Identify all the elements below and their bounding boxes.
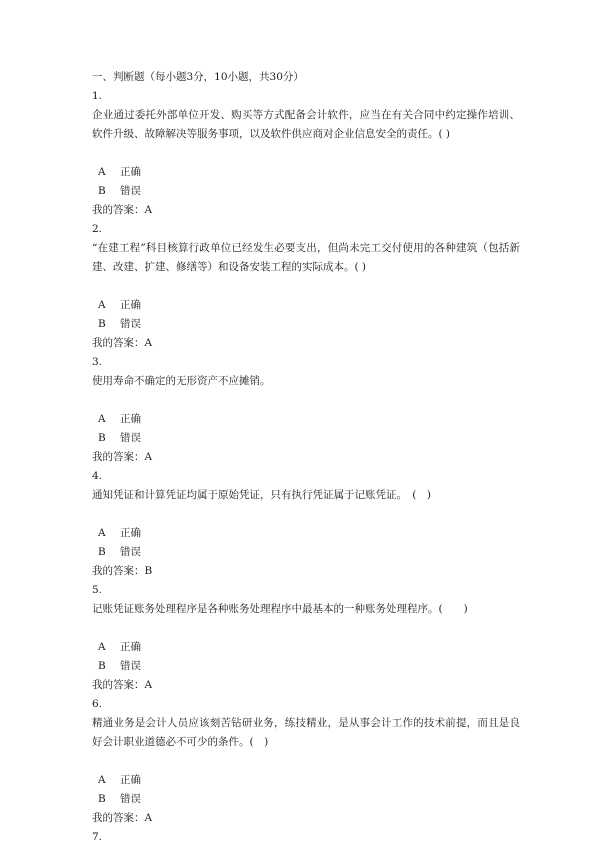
question-text: 精通业务是会计人员应该刻苦钻研业务，练技精业，是从事会计工作的技术前提，而且是良好会计职业道德必不可少的条件。( ) xyxy=(92,717,520,748)
option-b xyxy=(92,790,520,809)
option-b xyxy=(92,429,520,448)
option-label: 正确 xyxy=(120,299,141,311)
option-label: 错误 xyxy=(120,660,141,672)
option-key: A xyxy=(98,527,106,539)
option-key: B xyxy=(98,185,106,197)
question-4 xyxy=(92,467,520,581)
option-b xyxy=(92,182,520,201)
option-label: 错误 xyxy=(120,185,141,197)
question-text: 使用寿命不确定的无形资产不应摊销。 xyxy=(92,375,271,387)
question-2 xyxy=(92,220,520,353)
question-number: 2. xyxy=(92,223,103,235)
option-key: A xyxy=(98,774,106,786)
question-number: 5. xyxy=(92,584,103,596)
answer-value: B xyxy=(144,565,153,577)
option-a xyxy=(92,524,520,543)
question-6 xyxy=(92,695,520,828)
option-a xyxy=(92,638,520,657)
option-label: 正确 xyxy=(120,413,141,425)
option-label: 正确 xyxy=(120,774,141,786)
section-title: 一、判断题（每小题3分，10小题，共30分） xyxy=(92,71,304,83)
option-a xyxy=(92,296,520,315)
question-5 xyxy=(92,581,520,695)
question-1 xyxy=(92,87,520,220)
option-key: B xyxy=(98,793,106,805)
question-text: 记账凭证账务处理程序是各种账务处理程序中最基本的一种账务处理程序。( ) xyxy=(92,603,468,615)
option-label: 错误 xyxy=(120,546,141,558)
answer-value: A xyxy=(144,812,153,824)
option-b xyxy=(92,657,520,676)
my-answer xyxy=(92,676,520,695)
answer-label: 我的答案： xyxy=(92,337,145,349)
option-key: A xyxy=(98,641,106,653)
option-a xyxy=(92,410,520,429)
option-key: A xyxy=(98,299,106,311)
option-label: 错误 xyxy=(120,793,141,805)
answer-label: 我的答案： xyxy=(92,451,145,463)
answer-value: A xyxy=(144,204,153,216)
option-b xyxy=(92,315,520,334)
option-label: 错误 xyxy=(120,318,141,330)
option-label: 错误 xyxy=(120,432,141,444)
spacer xyxy=(92,752,520,771)
answer-label: 我的答案： xyxy=(92,812,145,824)
answer-value: A xyxy=(144,337,153,349)
my-answer xyxy=(92,809,520,828)
option-label: 正确 xyxy=(120,641,141,653)
spacer xyxy=(92,619,520,638)
option-label: 正确 xyxy=(120,166,141,178)
question-3 xyxy=(92,353,520,467)
question-number: 3. xyxy=(92,356,103,368)
option-a xyxy=(92,771,520,790)
option-key: B xyxy=(98,318,106,330)
my-answer xyxy=(92,334,520,353)
option-key: A xyxy=(98,413,106,425)
my-answer xyxy=(92,562,520,581)
option-key: A xyxy=(98,166,106,178)
answer-label: 我的答案： xyxy=(92,679,145,691)
option-key: B xyxy=(98,432,106,444)
answer-label: 我的答案： xyxy=(92,565,145,577)
option-label: 正确 xyxy=(120,527,141,539)
question-text: “在建工程”科目核算行政单位已经发生必要支出，但尚未完工交付使用的各种建筑（包括新建、改建、扩建、修缮等）和设备安装工程的实际成本。( ) xyxy=(92,242,520,273)
question-number: 4. xyxy=(92,470,103,482)
my-answer xyxy=(92,201,520,220)
option-key: B xyxy=(98,546,106,558)
spacer xyxy=(92,391,520,410)
my-answer xyxy=(92,448,520,467)
question-number: 1. xyxy=(92,90,103,102)
spacer xyxy=(92,144,520,163)
spacer xyxy=(92,505,520,524)
answer-value: A xyxy=(144,451,153,463)
question-text: 企业通过委托外部单位开发、购买等方式配备会计软件，应当在有关合同中约定操作培训、软件升级、故障解决等服务事项，以及软件供应商对企业信息安全的责任。( ) xyxy=(92,109,520,140)
option-key: B xyxy=(98,660,106,672)
question-text: 通知凭证和计算凭证均属于原始凭证，只有执行凭证属于记账凭证。 ( ) xyxy=(92,489,431,501)
option-b xyxy=(92,543,520,562)
option-a xyxy=(92,163,520,182)
answer-label: 我的答案： xyxy=(92,204,145,216)
answer-value: A xyxy=(144,679,153,691)
question-number: 7. xyxy=(92,831,103,843)
question-number: 6. xyxy=(92,698,103,710)
spacer xyxy=(92,277,520,296)
